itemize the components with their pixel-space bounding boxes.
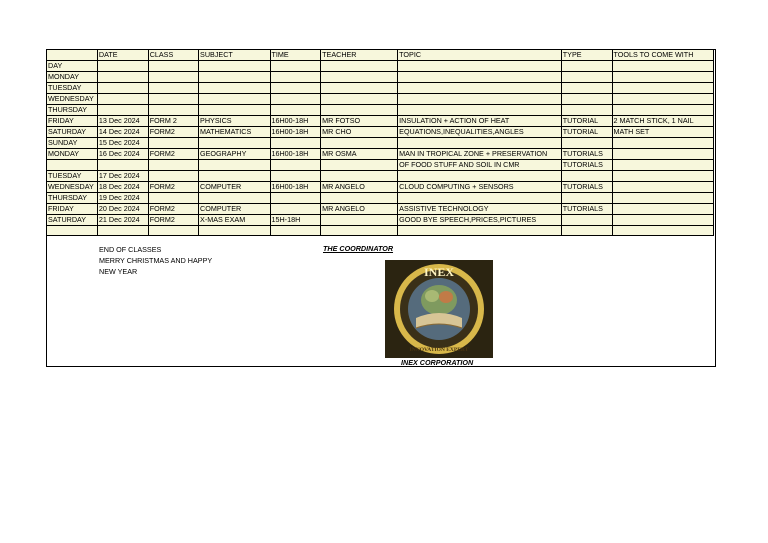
table-row <box>47 127 714 138</box>
schedule-table <box>46 49 714 236</box>
cell-class <box>148 226 198 236</box>
cell-tools <box>612 193 713 204</box>
cell-teacher: MR CHO <box>321 127 398 138</box>
cell-subject: MATHEMATICS <box>199 127 270 138</box>
cell-date: 21 Dec 2024 <box>97 215 148 226</box>
cell-tools <box>612 215 713 226</box>
cell-date: 13 Dec 2024 <box>97 116 148 127</box>
table-row <box>47 215 714 226</box>
cell-subject: COMPUTER <box>199 204 270 215</box>
cell-time <box>270 204 321 215</box>
cell-teacher <box>321 215 398 226</box>
header-tools: TOOLS TO COME WITH <box>612 50 713 61</box>
cell-teacher <box>321 94 398 105</box>
cell-type <box>561 193 612 204</box>
table-row <box>47 94 714 105</box>
header-day <box>47 50 98 61</box>
header-class: CLASS <box>148 50 198 61</box>
table-row <box>47 171 714 182</box>
cell-teacher: MR ANGELO <box>321 204 398 215</box>
cell-class: FORM2 <box>148 215 198 226</box>
cell-date: 16 Dec 2024 <box>97 149 148 160</box>
cell-type <box>561 83 612 94</box>
cell-subject <box>199 83 270 94</box>
cell-class <box>148 61 198 72</box>
cell-time: 16H00-18H <box>270 182 321 193</box>
cell-type: TUTORIAL <box>561 116 612 127</box>
cell-day <box>47 226 98 236</box>
cell-time <box>270 94 321 105</box>
cell-type <box>561 94 612 105</box>
cell-teacher <box>321 171 398 182</box>
cell-class <box>148 105 198 116</box>
table-row <box>47 182 714 193</box>
cell-time: 16H00-18H <box>270 149 321 160</box>
cell-topic <box>398 226 562 236</box>
cell-topic: GOOD BYE SPEECH,PRICES,PICTURES <box>398 215 562 226</box>
cell-time: 16H00-18H <box>270 127 321 138</box>
cell-subject <box>199 94 270 105</box>
table-row <box>47 105 714 116</box>
cell-class: FORM 2 <box>148 116 198 127</box>
cell-day: FRIDAY <box>47 116 98 127</box>
cell-time <box>270 72 321 83</box>
cell-day: SATURDAY <box>47 215 98 226</box>
cell-subject <box>199 61 270 72</box>
schedule-rows <box>47 61 714 236</box>
table-row <box>47 72 714 83</box>
header-date: DATE <box>97 50 148 61</box>
cell-day: FRIDAY <box>47 204 98 215</box>
cell-tools <box>612 105 713 116</box>
cell-topic <box>398 94 562 105</box>
cell-tools: MATH SET <box>612 127 713 138</box>
cell-type <box>561 138 612 149</box>
cell-day <box>47 160 98 171</box>
cell-topic: OF FOOD STUFF AND SOIL IN CMR <box>398 160 562 171</box>
cell-class <box>148 160 198 171</box>
cell-time <box>270 61 321 72</box>
cell-subject: GEOGRAPHY <box>199 149 270 160</box>
cell-date <box>97 105 148 116</box>
table-row <box>47 61 714 72</box>
cell-teacher <box>321 105 398 116</box>
cell-teacher <box>321 193 398 204</box>
cell-date: 18 Dec 2024 <box>97 182 148 193</box>
table-row <box>47 204 714 215</box>
cell-date: 20 Dec 2024 <box>97 204 148 215</box>
cell-class: FORM2 <box>148 149 198 160</box>
corporation-label: INEX CORPORATION <box>401 358 474 367</box>
logo-ring-text: INNOVATION EXPERT <box>409 347 469 353</box>
cell-type: TUTORIALS <box>561 204 612 215</box>
cell-teacher <box>321 83 398 94</box>
cell-topic <box>398 83 562 94</box>
cell-tools: 2 MATCH STICK, 1 NAIL <box>612 116 713 127</box>
cell-tools <box>612 83 713 94</box>
cell-time <box>270 138 321 149</box>
cell-subject: X-MAS EXAM <box>199 215 270 226</box>
cell-date: 17 Dec 2024 <box>97 171 148 182</box>
cell-day: WEDNESDAY <box>47 182 98 193</box>
cell-tools <box>612 72 713 83</box>
cell-subject <box>199 193 270 204</box>
cell-topic: ASSISTIVE TECHNOLOGY <box>398 204 562 215</box>
cell-topic <box>398 193 562 204</box>
cell-teacher: MR ANGELO <box>321 182 398 193</box>
cell-type <box>561 61 612 72</box>
cell-tools <box>612 182 713 193</box>
cell-time <box>270 83 321 94</box>
cell-teacher <box>321 160 398 171</box>
cell-date: 15 Dec 2024 <box>97 138 148 149</box>
cell-date <box>97 83 148 94</box>
cell-date: 14 Dec 2024 <box>97 127 148 138</box>
cell-time <box>270 193 321 204</box>
cell-day: DAY <box>47 61 98 72</box>
cell-day: WEDNESDAY <box>47 94 98 105</box>
cell-day: SATURDAY <box>47 127 98 138</box>
cell-tools <box>612 226 713 236</box>
cell-tools <box>612 94 713 105</box>
cell-teacher: MR FOTSO <box>321 116 398 127</box>
closing-line-2: MERRY CHRISTMAS AND HAPPY <box>99 256 213 265</box>
inex-logo <box>385 260 493 358</box>
table-row <box>47 83 714 94</box>
cell-topic <box>398 105 562 116</box>
cell-time: 16H00-18H <box>270 116 321 127</box>
closing-line-3: NEW YEAR <box>99 267 138 276</box>
cell-type <box>561 171 612 182</box>
cell-day: MONDAY <box>47 149 98 160</box>
header-time: TIME <box>270 50 321 61</box>
cell-class <box>148 83 198 94</box>
cell-type: TUTORIALS <box>561 160 612 171</box>
cell-tools <box>612 171 713 182</box>
cell-type <box>561 105 612 116</box>
cell-day: THURSDAY <box>47 193 98 204</box>
cell-teacher <box>321 226 398 236</box>
closing-line-1: END OF CLASSES <box>99 245 162 254</box>
cell-subject: PHYSICS <box>199 116 270 127</box>
header-row <box>47 50 714 61</box>
cell-day: SUNDAY <box>47 138 98 149</box>
cell-type <box>561 215 612 226</box>
cell-class: FORM2 <box>148 204 198 215</box>
cell-subject <box>199 226 270 236</box>
cell-day: TUESDAY <box>47 171 98 182</box>
cell-date <box>97 72 148 83</box>
cell-type <box>561 226 612 236</box>
cell-topic: CLOUD COMPUTING + SENSORS <box>398 182 562 193</box>
cell-time <box>270 226 321 236</box>
cell-date <box>97 160 148 171</box>
cell-tools <box>612 204 713 215</box>
cell-subject: COMPUTER <box>199 182 270 193</box>
cell-class: FORM2 <box>148 127 198 138</box>
cell-time: 15H-18H <box>270 215 321 226</box>
cell-teacher <box>321 61 398 72</box>
cell-type: TUTORIALS <box>561 182 612 193</box>
table-row <box>47 160 714 171</box>
cell-day: TUESDAY <box>47 83 98 94</box>
cell-class <box>148 193 198 204</box>
coordinator-label: THE COORDINATOR <box>323 244 394 253</box>
cell-tools <box>612 160 713 171</box>
cell-class <box>148 72 198 83</box>
cell-day: MONDAY <box>47 72 98 83</box>
cell-topic <box>398 61 562 72</box>
table-row <box>47 193 714 204</box>
cell-date <box>97 94 148 105</box>
cell-class <box>148 138 198 149</box>
header-subject: SUBJECT <box>199 50 270 61</box>
header-topic: TOPIC <box>398 50 562 61</box>
cell-topic: MAN IN TROPICAL ZONE + PRESERVATION <box>398 149 562 160</box>
cell-date <box>97 226 148 236</box>
table-row <box>47 116 714 127</box>
cell-subject <box>199 160 270 171</box>
cell-topic: INSULATION + ACTION OF HEAT <box>398 116 562 127</box>
closing-message <box>99 244 212 277</box>
table-row <box>47 138 714 149</box>
cell-subject <box>199 171 270 182</box>
schedule-sheet <box>46 49 716 367</box>
cell-topic <box>398 171 562 182</box>
cell-topic <box>398 138 562 149</box>
logo-text: INEX <box>423 265 455 279</box>
cell-time <box>270 160 321 171</box>
cell-topic: EQUATIONS,INEQUALITIES,ANGLES <box>398 127 562 138</box>
cell-type: TUTORIALS <box>561 149 612 160</box>
cell-tools <box>612 138 713 149</box>
cell-tools <box>612 61 713 72</box>
cell-subject <box>199 138 270 149</box>
cell-class: FORM2 <box>148 182 198 193</box>
cell-date: 19 Dec 2024 <box>97 193 148 204</box>
cell-time <box>270 105 321 116</box>
table-row <box>47 226 714 236</box>
table-row <box>47 149 714 160</box>
cell-class <box>148 171 198 182</box>
cell-class <box>148 94 198 105</box>
cell-time <box>270 171 321 182</box>
cell-subject <box>199 72 270 83</box>
cell-date <box>97 61 148 72</box>
cell-tools <box>612 149 713 160</box>
cell-topic <box>398 72 562 83</box>
cell-type <box>561 72 612 83</box>
cell-teacher <box>321 72 398 83</box>
cell-teacher: MR OSMA <box>321 149 398 160</box>
cell-day: THURSDAY <box>47 105 98 116</box>
cell-subject <box>199 105 270 116</box>
cell-teacher <box>321 138 398 149</box>
header-type: TYPE <box>561 50 612 61</box>
cell-type: TUTORIAL <box>561 127 612 138</box>
header-teacher: TEACHER <box>321 50 398 61</box>
